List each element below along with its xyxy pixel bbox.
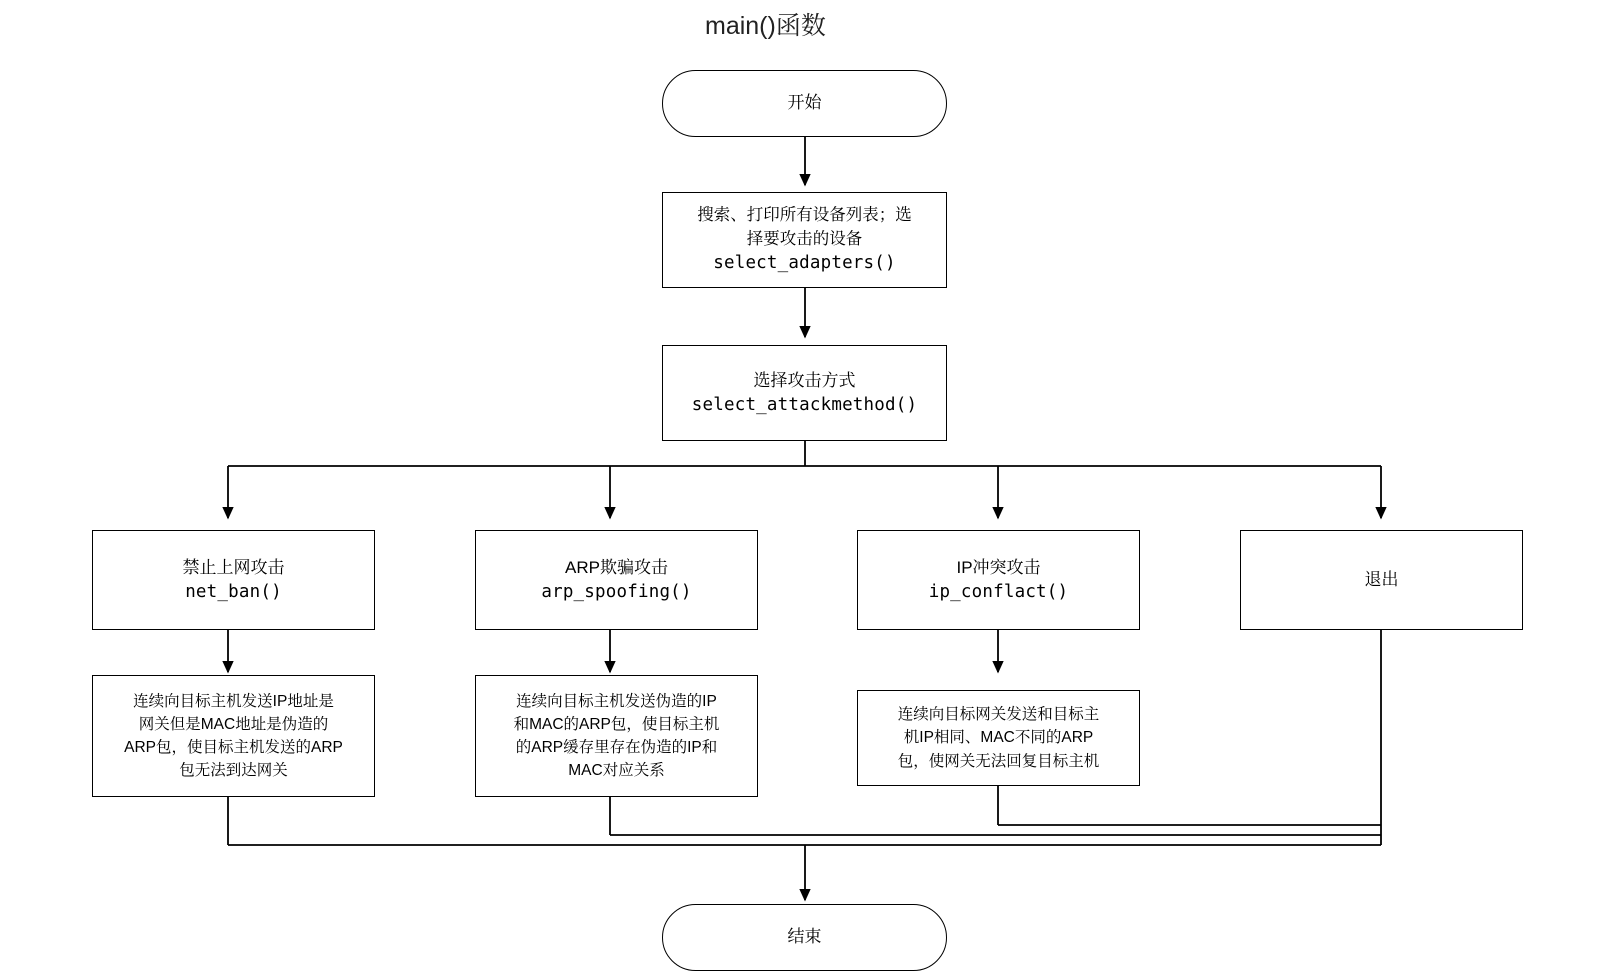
net-ban-desc-line-0: 连续向目标主机发送IP地址是 xyxy=(133,692,334,710)
node-start-line-0: 开始 xyxy=(787,93,822,113)
ip-conflact-desc-line-1: 机IP相同、MAC不同的ARP xyxy=(903,729,1094,747)
arp-spoofing-desc-line-3: MAC对应关系 xyxy=(568,762,665,780)
node-arp-spoofing-description xyxy=(475,675,758,797)
node-end-line-0: 结束 xyxy=(787,927,822,947)
ip-conflact-desc-line-2: 包，使网关无法回复目标主机 xyxy=(897,752,1100,770)
node-start xyxy=(662,70,947,137)
net-ban-desc-line-1: 网关但是MAC地址是伪造的 xyxy=(138,715,329,733)
diagram-title: main()函数 xyxy=(705,12,826,40)
node-arp-spoofing-function: arp_spoofing() xyxy=(541,581,692,602)
ip-conflact-desc-line-0: 连续向目标网关发送和目标主 xyxy=(897,706,1100,724)
node-end xyxy=(662,904,947,971)
net-ban-desc-line-3: 包无法到达网关 xyxy=(179,762,288,780)
node-select-attackmethod-line-0: 选择攻击方式 xyxy=(753,370,856,390)
node-ip-conflact-line-0: IP冲突攻击 xyxy=(956,557,1041,577)
node-exit xyxy=(1240,530,1523,630)
arp-spoofing-desc-line-2: 的ARP缓存里存在伪造的IP和 xyxy=(515,739,718,756)
node-select-adapters-line-1: 择要攻击的设备 xyxy=(746,229,863,248)
node-net-ban-line-0: 禁止上网攻击 xyxy=(182,557,285,577)
node-select-attackmethod xyxy=(662,345,947,441)
node-net-ban xyxy=(92,530,375,630)
node-select-adapters-line-0: 搜索、打印所有设备列表；选 xyxy=(697,206,912,225)
arp-spoofing-desc-line-0: 连续向目标主机发送伪造的IP xyxy=(516,692,717,710)
node-ip-conflact xyxy=(857,530,1140,630)
node-select-attackmethod-function: select_attackmethod() xyxy=(691,394,918,415)
node-select-adapters-function: select_adapters() xyxy=(713,253,896,273)
node-ip-conflact-description xyxy=(857,690,1140,786)
arp-spoofing-desc-line-1: 和MAC的ARP包，使目标主机 xyxy=(513,715,720,733)
node-net-ban-function: net_ban() xyxy=(185,581,282,602)
node-net-ban-description xyxy=(92,675,375,797)
node-exit-line-0: 退出 xyxy=(1364,569,1399,589)
node-arp-spoofing xyxy=(475,530,758,630)
node-select-adapters xyxy=(662,192,947,288)
node-ip-conflact-function: ip_conflact() xyxy=(928,581,1069,602)
node-arp-spoofing-line-0: ARP欺骗攻击 xyxy=(565,557,668,577)
net-ban-desc-line-2: ARP包，使目标主机发送的ARP xyxy=(124,739,343,756)
